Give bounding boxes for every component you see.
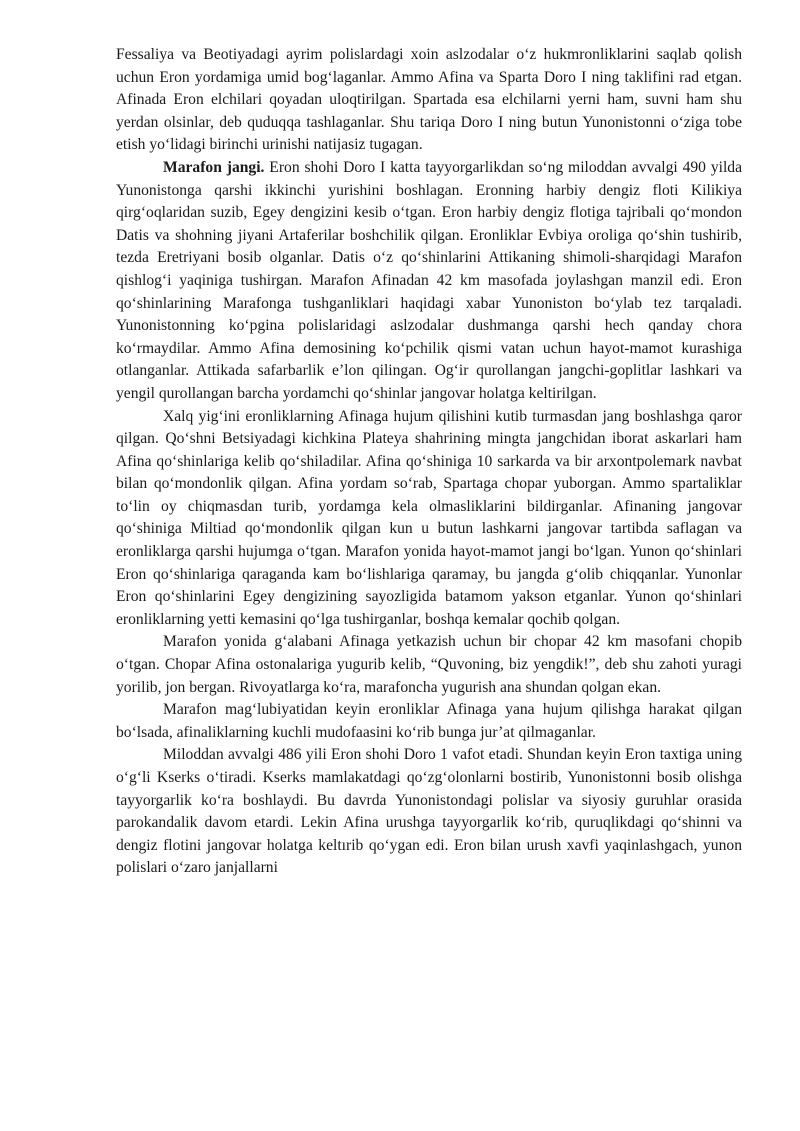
document-page: [116, 44, 742, 880]
paragraph-1: [116, 44, 742, 157]
paragraph-4-text: Marafon yonida g‘alabani Afinaga yetkazish uchun bir chopar 42 km masofani chopib o‘tgan. Chopar Afina ostonalariga yugurib kelib, “Quvoning, biz yengdik!”, deb shu zahoti yuragi yorilib, jon bergan. Rivoyatlarga ko‘ra, marafoncha yugurish ana shundan qolgan ekan.: [116, 633, 742, 696]
paragraph-2-text: Eron shohi Doro I katta tayyorgarlikdan so‘ng miloddan avvalgi 490 yilda Yunonistonga qarshi ikkinchi yurishini boshlagan. Eronning harbiy dengiz floti Kilikiya qirg‘oqlaridan suzib, Egey dengizini kesib o‘tgan. Eron harbiy dengiz flotiga tajribali qo‘mondon Datis va shohning jiyani Artaferilar boshchilik qilgan. Eronliklar Evbiya oroliga qo‘shin tushirib, tezda Eretriyani bosib olganlar. Datis o‘z qo‘shinlarini Attikaning shimoli-sharqidagi Marafon qishlog‘i yaqiniga tushirgan. Marafon Afinadan 42 km masofada joylashgan manzil edi. Eron qo‘shinlarining Marafonga tushganliklari haqidagi xabar Yunoniston bo‘ylab tez tarqaladi. Yunonistonning ko‘pgina polislaridagi aslzodalar dushmanga qarshi hech qanday chora ko‘rmaydilar. Ammo Afina demosining ko‘pchilik qismi vatan uchun hayot-mamot kurashiga otlanganlar. Attikada safarbarlik e’lon qilingan. Og‘ir qurollangan jangchi-goplitlar lashkari va yengil qurollangan barcha yordamchi qo‘shinlar jangovar holatga keltirilgan.: [116, 158, 743, 402]
paragraph-5-text: Marafon mag‘lubiyatidan keyin eronliklar Afinaga yana hujum qilishga harakat qilgan bo‘lsada, afinaliklarning kuchli mudofaasini ko‘rib bunga jur’at qilmaganlar.: [116, 701, 742, 741]
paragraph-6: [116, 744, 742, 880]
section-heading-marafon: Marafon jangi.: [163, 158, 265, 176]
paragraph-5: [116, 699, 742, 744]
paragraph-3: [116, 406, 742, 632]
paragraph-6-text: Miloddan avvalgi 486 yili Eron shohi Doro 1 vafot etadi. Shundan keyin Eron taxtiga uning o‘g‘li Kserks o‘tiradi. Kserks mamlakatdagi qo‘zg‘olonlarni bostirib, Yunonistonni bosib olishga tayyorgarlik ko‘ra boshlaydi. Bu davrda Yunonistondagi polislar va siyosiy guruhlar orasida parokandalik davom etardi. Lekin Afina urushga tayyorgarlik ko‘rib, quruqlikdagi qo‘shinni va dengiz flotini jangovar holatga keltırib qo‘ygan edi. Eron bilan urush xavfi yaqinlashgach, yunon polislari o‘zaro janjallarni: [116, 746, 742, 877]
paragraph-3-text: Xalq yig‘ini eronliklarning Afinaga hujum qilishini kutib turmasdan jang boshlashga qaror qilgan. Qo‘shni Betsiyadagi kichkina Plateya shahrining mingta jangchidan iborat askarlari ham Afina qo‘shinlariga kelib qo‘shiladilar. Afina qo‘shiniga 10 sarkarda va bir arxontpolemark navbat bilan qo‘mondonlik qilgan. Afina yordam so‘rab, Spartaga chopar yuborgan. Ammo spartaliklar to‘lin oy chiqmasdan turib, yordamga kela olmasliklarini bildirganlar. Afinaning jangovar qo‘shiniga Miltiad qo‘mondonlik qilgan kun u butun lashkarni jangovar tartibda saflagan va eronliklarga qarshi hujumga o‘tgan. Marafon yonida hayot-mamot jangi bo‘lgan. Yunon qo‘shinlari Eron qo‘shinlariga qaraganda kam bo‘lishlariga qaramay, bu jangda g‘olib chiqqanlar. Yunonlar Eron qo‘shinlarini Egey dengizining sayozligida batamom yakson etganlar. Yunon qo‘shinlari eronliklarning yetti kemasini qo‘lga tushirganlar, boshqa kemalar qochib qolgan.: [116, 407, 742, 628]
paragraph-2: [116, 157, 742, 406]
paragraph-1-text: Fessaliya va Beotiyadagi ayrim polislardagi xoin aslzodalar o‘z hukmronliklarini saqlab qolish uchun Eron yordamiga umid bog‘laganlar. Ammo Afina va Sparta Doro I ning taklifini rad etgan. Afinada Eron elchilari qoyadan uloqtirilgan. Spartada esa elchilarni yerni ham, suvni ham shu yerdan olsinlar, deb quduqqa tashlaganlar. Shu tariqa Doro I ning butun Yunonistonni o‘ziga tobe etish yo‘lidagi birinchi urinishi natijasiz tugagan.: [116, 46, 742, 154]
paragraph-4: [116, 631, 742, 699]
